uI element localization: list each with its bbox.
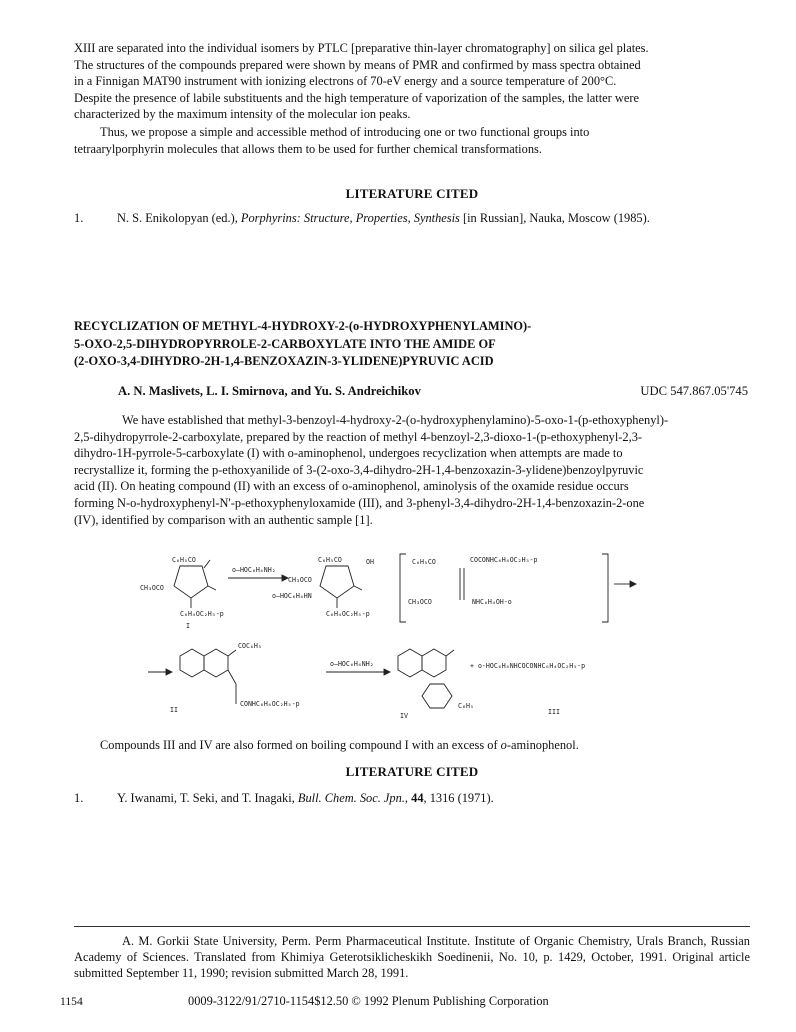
bracket-left: [400, 554, 406, 622]
svg-text:CH₃OCO: CH₃OCO: [140, 584, 164, 592]
intro-p1-line: in a Finnigan MAT90 instrument with ionizing electrons of 70-eV energy and a source temperature of 200°C.: [74, 74, 617, 89]
body-line: recrystallize it, forming the p-ethoxyanilide of 3-(2-oxo-3,4-dihydro-2H-1,4-benzoxazin-3-ylidene)benzoylpyruvic: [74, 462, 644, 477]
svg-text:COCONHC₆H₄OC₂H₅-p: COCONHC₆H₄OC₂H₅-p: [470, 556, 538, 564]
svg-text:III: III: [548, 708, 560, 716]
intro-p1-line: characterized by the maximum intensity of the molecular ion peaks.: [74, 107, 411, 122]
body-line: acid (II). On heating compound (II) with an excess of o-aminophenol, aminolysis of the oxamide residue occurs: [74, 479, 629, 494]
svg-text:OH: OH: [366, 558, 374, 566]
body-line: dihydro-1H-pyrrole-5-carboxylate (I) with o-aminophenol, undergoes recyclization when attempts are made to: [74, 446, 623, 461]
intro-paragraph-2: [74, 124, 750, 157]
reference-text: N. S. Enikolopyan (ed.), Porphyrins: Structure, Properties, Synthesis [in Russian], Nauka, Moscow (1985).: [117, 211, 650, 225]
intermediate-ring: [320, 566, 354, 598]
svg-text:IV: IV: [400, 712, 408, 720]
title-line: 5-OXO-2,5-DIHYDROPYRROLE-2-CARBOXYLATE INTO THE AMIDE OF: [74, 336, 496, 351]
footnote-divider: [74, 926, 750, 927]
affiliation-footnote: A. M. Gorkii State University, Perm. Perm Pharmaceutical Institute. Institute of Organic Chemistry, Urals Branch, Russian Academy of Sciences. Translated from Khimiya Geterotsiklicheskikh Soedinenii, No. 10, p. 1429, October, 1991. Original article submitted September 11, 1990; revision submitted March 28, 1991.: [74, 934, 750, 980]
title-line: (2-OXO-3,4-DIHYDRO-2H-1,4-BENZOXAZIN-3-YLIDENE)PYRUVIC ACID: [74, 354, 494, 368]
compound-2-benzene-ring: [180, 649, 204, 677]
copyright-line: 0009-3122/91/2710-1154$12.50 © 1992 Plenum Publishing Corporation: [188, 994, 549, 1008]
svg-text:I: I: [186, 622, 190, 630]
page-number: 1154: [60, 995, 83, 1008]
svg-text:C₆H₅CO: C₆H₅CO: [318, 556, 342, 564]
intro-p1-line: XIII are separated into the individual isomers by PTLC [preparative thin-layer chromatography] on silica gel plates.: [74, 41, 649, 55]
intro-paragraph-1: [74, 40, 750, 123]
svg-text:C₆H₄OC₂H₅-p: C₆H₄OC₂H₅-p: [326, 610, 370, 618]
compound-1-ring: [174, 566, 208, 598]
title-line: RECYCLIZATION OF METHYL-4-HYDROXY-2-(o-HYDROXYPHENYLAMINO)-: [74, 319, 532, 333]
svg-text:NHC₆H₄OH-o: NHC₆H₄OH-o: [472, 598, 512, 606]
udc-code: UDC 547.867.05'745: [640, 384, 748, 398]
literature-cited-heading: LITERATURE CITED: [345, 764, 479, 779]
compound-4-benzene-ring: [398, 649, 422, 677]
svg-text:CH₃OCO: CH₃OCO: [288, 576, 312, 584]
svg-text:+ o-HOC₆H₄NHCOCONHC₆H₄OC₂H₅-p: + o-HOC₆H₄NHCOCONHC₆H₄OC₂H₅-p: [470, 662, 586, 670]
svg-text:C₆H₄OC₂H₅-p: C₆H₄OC₂H₅-p: [180, 610, 224, 618]
body-line: forming N-o-hydroxyphenyl-N'-p-ethoxyphenyloxamide (III), and 3-phenyl-3,4-dihydro-2H-1,4-benzoxazin-2-one: [74, 495, 645, 510]
intro-p2-line: tetraarylporphyrin molecules that allows them to be used for further chemical transformations.: [74, 141, 542, 156]
reference-number: 1.: [74, 791, 84, 805]
compound-2-oxazine-ring: [204, 649, 228, 677]
intro-p1-line: The structures of the compounds prepared were shown by means of PMR and confirmed by mass spectra obtained: [74, 57, 641, 72]
svg-text:CONHC₆H₄OC₂H₅-p: CONHC₆H₄OC₂H₅-p: [240, 700, 300, 708]
article-body: [74, 412, 750, 528]
svg-text:o–HOC₆H₄NH₂: o–HOC₆H₄NH₂: [330, 660, 374, 668]
bracket-right: [602, 554, 608, 622]
svg-text:C₆H₅CO: C₆H₅CO: [172, 556, 196, 564]
svg-text:C₆H₅: C₆H₅: [458, 702, 474, 710]
body-line: 2,5-dihydropyrrole-2-carboxylate, prepared by the reaction of methyl 4-benzoyl-2,3-dioxo-1-(p-ethoxyphenyl-2,3-: [74, 429, 643, 444]
scheme-caption: Compounds III and IV are also formed on boiling compound I with an excess of o-aminophenol.: [100, 738, 579, 752]
article-authors: A. N. Maslivets, L. I. Smirnova, and Yu. S. Andreichikov: [118, 384, 421, 398]
svg-text:o–HOC₆H₄NH₂: o–HOC₆H₄NH₂: [232, 566, 276, 574]
intro-p2-line: Thus, we propose a simple and accessible method of introducing one or two functional groups into: [100, 125, 590, 139]
svg-text:II: II: [170, 706, 178, 714]
svg-text:C₆H₅CO: C₆H₅CO: [412, 558, 436, 566]
body-line: (IV), identified by comparison with an authentic sample [1].: [74, 512, 373, 527]
svg-text:CH₃OCO: CH₃OCO: [408, 598, 432, 606]
compound-4-chelate-ring: [422, 684, 452, 708]
svg-text:COC₆H₅: COC₆H₅: [238, 642, 262, 650]
body-line: We have established that methyl-3-benzoyl-4-hydroxy-2-(o-hydroxyphenylamino)-5-oxo-1-(p-ethoxyphenyl)-: [122, 413, 669, 427]
reference-text: Y. Iwanami, T. Seki, and T. Inagaki, Bull. Chem. Soc. Jpn., 44, 1316 (1971).: [117, 791, 494, 805]
svg-text:o–HOC₆H₄HN: o–HOC₆H₄HN: [272, 592, 312, 600]
intro-p1-line: Despite the presence of labile substituents and the high temperature of vaporization of the samples, the latter were: [74, 90, 639, 105]
reference-number: 1.: [74, 211, 84, 225]
compound-4-oxazine-ring: [422, 649, 446, 677]
literature-cited-heading: LITERATURE CITED: [345, 186, 479, 201]
article-title: [74, 318, 750, 371]
reaction-scheme: [140, 544, 700, 726]
